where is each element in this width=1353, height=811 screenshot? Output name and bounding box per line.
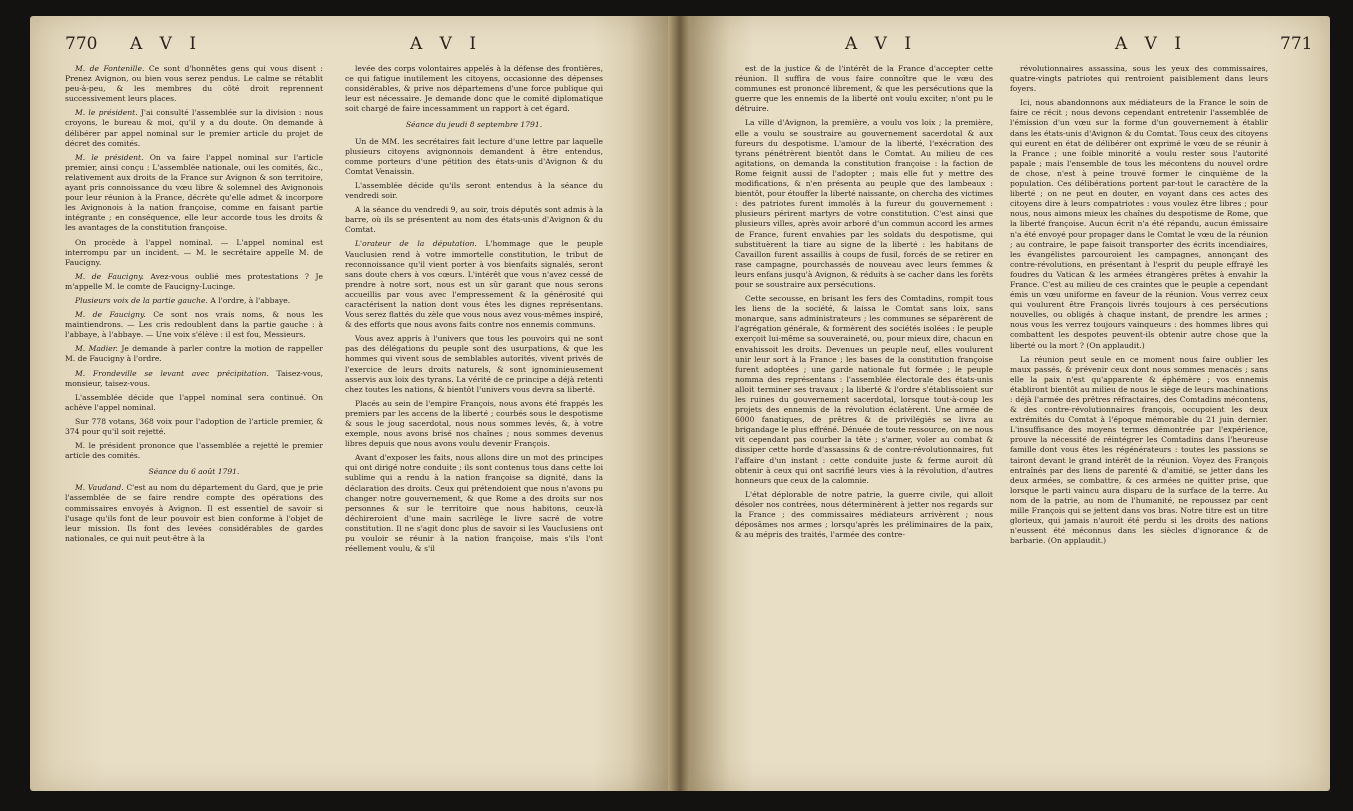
- paragraph: [345, 64, 603, 114]
- text-column: [735, 64, 993, 769]
- paragraph-text: Séance du jeudi 8 septembre 1791.: [405, 120, 543, 130]
- paragraph: [345, 137, 603, 177]
- paragraph-text: Avant d'exposer les faits, nous allons dire un mot des principes qui ont dirigé notre conduite ; ils sont contenus tous dans cette loi sublime qui a rendu à la nation françoise sa dignité, dans la déclaration des droits. Ceux qui prétendoient que nous n'avons pu changer notre gouvernement, & que Rome a des droits sur nos personnes & sur le territoire que nous habitons, ceux-là déchireroient d'une main sacrilège le livre sacré de votre constitution. Il ne s'agit donc plus de savoir si les Vauclusiens ont pu vouloir se réunir à la nation françoise, mais s'ils l'ont réellement voulu, & s'il: [345, 453, 603, 554]
- speaker-name: Plusieurs voix de la partie gauche.: [75, 295, 211, 305]
- paragraph: [65, 441, 323, 461]
- page-number: 770: [65, 34, 98, 54]
- paragraph-text: Avez-vous oublié mes protestations ? Je m'appelle M. le comte de Faucigny-Lucinge.: [65, 271, 323, 291]
- open-book: [30, 16, 1330, 806]
- text-column: [1010, 64, 1268, 769]
- paragraph: [65, 417, 323, 437]
- paragraph: [65, 108, 323, 148]
- paragraph-text: A la séance du vendredi 9, au soir, trois députés sont admis à la barre, où ils se présentent au nom des états-unis d'Avignon & du Comtat.: [345, 205, 603, 235]
- text-column: [65, 64, 323, 769]
- paragraph-text: L'état déplorable de notre patrie, la guerre civile, qui alloit désoler nos contrées, nous déterminèrent à jetter nos regards sur la France ; des commissaires médiateurs arrivèrent ; nous déposâmes nos armes ; lorsqu'après les préliminaires de la paix, & au mépris des traités, l'armée des contre-: [735, 489, 993, 540]
- speaker-name: M. de Faucigny.: [75, 310, 154, 320]
- paragraph: [65, 272, 323, 292]
- paragraph: [65, 369, 323, 389]
- book-spine: [668, 16, 692, 791]
- paragraph: [735, 64, 993, 114]
- right-page: [690, 16, 1330, 791]
- paragraph: [345, 399, 603, 449]
- paragraph: [735, 294, 993, 486]
- page-number: 771: [1280, 34, 1313, 54]
- paragraph-text: Taisez-vous, monsieur, taisez-vous.: [65, 368, 323, 388]
- left-header: [65, 34, 645, 60]
- paragraph-text: Ici, nous abandonnons aux médiateurs de la France le soin de faire ce récit ; nous devons cependant entretenir l'assemblée de l'émission d'un vœu sur la forme d'un gouvernement à établir dans les états-unis d'Avignon & du Comtat. Tous ceux des citoyens qui eurent en état de délibérer ont exprimé le vœu de se réunir à la France ; une foible minorité a voulu rester sous l'autorité papale ; mais l'ensemble de tous les mécontens du nouvel ordre de chose, n'est à peine trouvé former le cinquième de la population. Ces délibérations portent par-tout le caractère de la liberté ; on ne peut en douter, en voyant dans ces actes des citoyens dire à leurs compatriotes : vous voulez être libres ; pour nous, nous aimons mieux les chaînes du despotisme de Rome, que la liberté françoise. Aucun écrit n'a été répandu, aucun émissaire n'a été envoyé pour propager dans le Comtat le vœu de la réunion ; au contraire, le pape faisoit transporter des écrits incendiaires, les évangélistes parcouroient les campagnes, annonçant des contre-révolutions, en présentant à l'esprit du peuple effrayé les foudres du Vatican & les armées étrangères prêtes à envahir la France. C'est au milieu de ces craintes que le peuple a cependant émis un vœu uniforme en faveur de la réunion. Vous verrez ceux qui voulurent être François livrés toujours à ces persécutions nouvelles, ou obligés à chaque instant, de prendre les armes ; nous vous les verrez toujours vainqueurs : des hommes libres qui combattent les despotes peuvent-ils obtenir autre chose que la liberté ou la mort ? (On applaudit.): [1010, 98, 1268, 350]
- paragraph: [735, 118, 993, 290]
- text-column: [345, 64, 603, 769]
- paragraph-text: J'ai consulté l'assemblée sur la division : nous croyons, le bureau & moi, qu'il y a du doute. On demande à délibérer par appel nominal sur le premier article du projet de décret des comités.: [65, 108, 323, 148]
- paragraph-text: Un de MM. les secrétaires fait lecture d'une lettre par laquelle plusieurs citoyens avignonnois demandent à être entendus, comme porteurs d'une pétition des états-unis d'Avignon & du Comtat Venaissin.: [345, 136, 603, 176]
- paragraph-text: est de la justice & de l'intérêt de la France d'accepter cette réunion. Il suffira de vous faire connoître que le vœu des communes est prononcé librement, & que les persécutions que la guerre que les ennemis de la liberté ont voulu exciter, n'ont pu le détruire.: [735, 64, 993, 114]
- paragraph-text: On procède à l'appel nominal. — L'appel nominal est interrompu par un incident. — M. le secrétaire appelle M. de Faucigny.: [65, 237, 323, 267]
- paragraph: [65, 483, 323, 544]
- speaker-name: M. de Fontenille.: [75, 64, 149, 73]
- speaker-name: L'orateur de la députation.: [355, 239, 486, 249]
- paragraph-text: C'est au nom du département du Gard, que je prie l'assemblée de se faire rendre compte des opérations des commissaires envoyés à Avignon. Il est essentiel de savoir si l'usage qu'ils font de leur pouvoir est bien conforme à l'objet de leur mission. Ils font des levées considérables de gardes nationales, ce qui nuit peut-être à la: [65, 483, 323, 543]
- paragraph-text: Cette secousse, en brisant les fers des Comtadins, rompit tous les liens de la société, & laissa le Comtat sans loix, sans monarque, sans administrateurs ; les communes se séparèrent de l'agrégation générale, & formèrent des sociétés isolées : le peuple exerçoit lui-même sa souveraineté, ou, pour mieux dire, chacun en envahissoit les droits. Devenues un peuple neuf, elles voulurent unir leur sort à la France ; les bases de la constitution françoise furent adoptées ; une garde nationale fut formée ; le peuple nomma des représentans : l'assemblée électorale des états-unis alloit terminer ses travaux ; la liberté & l'ordre s'établissoient sur les ruines du gouvernement sacerdotal, lorsque tout-à-coup les projets des ennemis de la révolution éclatèrent. Une armée de 6000 fanatiques, de prêtres & de privilégiés se livra au brigandage le plus effréné. Dénuée de toute ressource, on ne nous vit cependant pas courber la tête ; s'armer, voler au combat & dissiper cette horde d'assassins & de contre-révolutionnaires, fut l'affaire d'un instant : cette conduite juste & ferme auroit dû obtenir à ceux qui ont sacrifié leurs vies à la révolution, d'autres honneurs que ceux de la calomnie.: [735, 294, 993, 485]
- paragraph: [65, 310, 323, 340]
- running-head: A V I: [1115, 34, 1188, 54]
- running-head: A V I: [410, 34, 483, 54]
- paragraph: [65, 153, 323, 234]
- paragraph: [345, 239, 603, 330]
- paragraph-text: On va faire l'appel nominal sur l'article premier, ainsi conçu : L'assemblée nationale, oui les comités, &c., relativement aux droits de la France sur Avignon & son territoire, ayant pris connoissance du vœu libre & solemnel des Avignonois pour leur réunion à la France, décrète qu'elle admet & incorpore les Avignonois à la nation françoise, comme en faisant partie intégrante ; en conséquence, elle leur accorde tous les droits & les avantages de la constitution françoise.: [65, 152, 323, 233]
- paragraph: [65, 238, 323, 268]
- paragraph: [345, 205, 603, 235]
- speaker-name: M. Frondeville se levant avec précipitation.: [75, 368, 277, 378]
- paragraph-text: révolutionnaires assassina, sous les yeux des commissaires, quatre-vingts patriotes qui rentroient paisiblement dans leurs foyers.: [1010, 64, 1268, 94]
- paragraph: [1010, 98, 1268, 350]
- paragraph-text: Je demande à parler contre la motion de rappeller M. de Faucigny à l'ordre.: [65, 344, 323, 364]
- paragraph-text: Séance du 6 août 1791.: [148, 467, 240, 477]
- paragraph-text: L'hommage que le peuple Vauclusien rend à votre immortelle constitution, le tribut de reconnoissance qu'il vient porter à vos bienfaits signalés, seront sans doute chers à vos cœurs. L'intérêt que vous n'avez cessé de prendre à notre sort, nous est un sûr garant que nous serons accueillis par vous avec l'empressement & la générosité qui caractérisent la nation dont vous êtes les dignes représentans. Vous serez flattés du zèle que vous nous avez vous-mêmes inspiré, & des efforts que nous avons faits contre nos ennemis communs.: [345, 239, 603, 330]
- paragraph-text: M. le président prononce que l'assemblée a rejetté le premier article des comités.: [65, 441, 323, 461]
- paragraph-text: L'assemblée décide qu'ils seront entendus à la séance du vendredi soir.: [345, 180, 603, 201]
- paragraph: [345, 453, 603, 554]
- paragraph: [65, 467, 323, 477]
- paragraph-text: Ce sont nos vrais noms, & nous les maintiendrons. — Les cris redoublent dans la partie gauche : à l'abbaye, à l'abbaye. — Une voix s'élève : il est fou, Messieurs.: [65, 310, 323, 340]
- paragraph-text: Sur 778 votans, 368 voix pour l'adoption de l'article premier, & 374 pour qu'il soit rejetté.: [65, 416, 323, 436]
- paragraph: [1010, 64, 1268, 94]
- speaker-name: M. le président.: [75, 152, 150, 162]
- gutter-shadow: [690, 16, 730, 791]
- paragraph: [345, 181, 603, 201]
- paragraph: [65, 64, 323, 104]
- speaker-name: M. Vaudand.: [75, 483, 127, 493]
- paragraph: [345, 334, 603, 395]
- paragraph-text: levée des corps volontaires appelés à la défense des frontières, ce qui fatigue inutilement les citoyens, occasionne des dépenses considérables, & prive nos départemens d'une force publique qui leur est nécessaire. Je demande donc que le comité diplomatique soit chargé de faire incessamment un rapport à cet égard.: [345, 64, 603, 114]
- paragraph: [735, 490, 993, 540]
- paragraph-text: L'assemblée décide que l'appel nominal sera continué. On achève l'appel nominal.: [65, 392, 323, 412]
- paragraph-text: La réunion peut seule en ce moment nous faire oublier les maux passés, & prévenir ceux dont nous sommes menacés ; sans elle la paix n'est qu'apparente & éphémère ; vos ennemis établiront bientôt au milieu de nous le siège de leurs machinations : déjà l'armée des prêtres réfractaires, des Comtadins mécontens, & des contre-révolutionnaires françois, occupoient les deux extrémités du Comtat à l'époque mémorable du 21 juin dernier. L'insuffisance des moyens termes démontrée par l'expérience, prouve la nécessité de réintégrer les Comtadins dans l'heureuse famille dont vous êtes les régénérateurs : toutes les passions se tairont devant le grand intérêt de la réunion. Voyez des François entraînés par des liens de parenté & d'amitié, se jetter dans les deux armées, se combattre, & ces armées ne quitter prise, que lorsque le parti vaincu aura disparu de la surface de la terre. Au nom de la patrie, au nom de l'humanité, ne repoussez par cent mille François qui se jettent dans vos bras. Notre titre est un titre glorieux, qui jamais n'auroit été perdu si les droits des nations n'eussent été méconnus dans les siècles d'ignorance & de barbarie. (On applaudit.): [1010, 354, 1268, 546]
- paragraph: [345, 120, 603, 130]
- paragraph: [1010, 355, 1268, 547]
- left-page: [30, 16, 670, 791]
- gutter-shadow: [630, 16, 670, 791]
- speaker-name: M. de Faucigny.: [75, 271, 151, 281]
- paragraph-text: La ville d'Avignon, la première, a voulu vos loix ; la première, elle a voulu se soustraire au gouvernement sacerdotal & aux fureurs du despotisme. L'amour de la liberté, l'exécration des tyrans pénétrèrent bientôt dans le Comtat. Au milieu de ces agitations, on demanda la constitution françoise : la faction de Rome feignit aussi de l'adopter ; mais elle fut y mettre des modifications, & n'en présenta au peuple que des lambeaux : bientôt, pour étouffer la liberté naissante, on chercha des victimes : des patriotes furent immolés à la fureur du gouvernement : plusieurs périrent martyrs de votre constitution. C'est ainsi que plusieurs villes, après avoir arboré d'un commun accord les armes de France, furent envahies par les soldats du despotisme, qui substituèrent la tiare au signe de la liberté : les habitans de Cavaillon furent assaillis à coups de fusil, forcés de se retirer en rase campagne, pourchassés de nouveau avec leurs femmes & leurs enfans jusqu'à Avignon, & réduits à se cacher dans les forêts pour se soustraire aux persécutions.: [735, 118, 993, 289]
- running-head: A V I: [845, 34, 918, 54]
- running-head: A V I: [130, 34, 203, 54]
- paragraph-text: Placés au sein de l'empire François, nous avons été frappés les premiers par les accens de la liberté ; courbés sous le despotisme & sous le joug sacerdotal, nous nous sommes levés, &, à votre exemple, nous avons brisé nos chaînes ; nous sommes devenus libres depuis que nous avons voulu devenir François.: [345, 398, 603, 449]
- paragraph-text: A l'ordre, à l'abbaye.: [210, 295, 291, 305]
- paragraph: [65, 393, 323, 413]
- speaker-name: M. Madier.: [75, 344, 122, 354]
- paragraph: [65, 344, 323, 364]
- paragraph: [65, 296, 323, 306]
- speaker-name: M. le président.: [75, 108, 141, 118]
- paragraph-text: Vous avez appris à l'univers que tous les pouvoirs qui ne sont pas des délégations du peuple sont des usurpations, & que les hommes qui vivent sous de semblables autorités, vivent privés de l'exercice de leurs droits naturels, & sont ignominieusement asservis aux loix des tyrans. La vérité de ce principe a déjà retenti chez toutes les nations, & bientôt l'univers vous devra sa liberté.: [345, 334, 603, 394]
- paragraph-text: Ce sont d'honnêtes gens qui vous disent : Prenez Avignon, ou bien vous serez pendus. Le calme se rétablit peu-à-peu, & les membres du côté droit reprennent successivement leurs places.: [65, 64, 323, 104]
- right-header: [735, 34, 1315, 60]
